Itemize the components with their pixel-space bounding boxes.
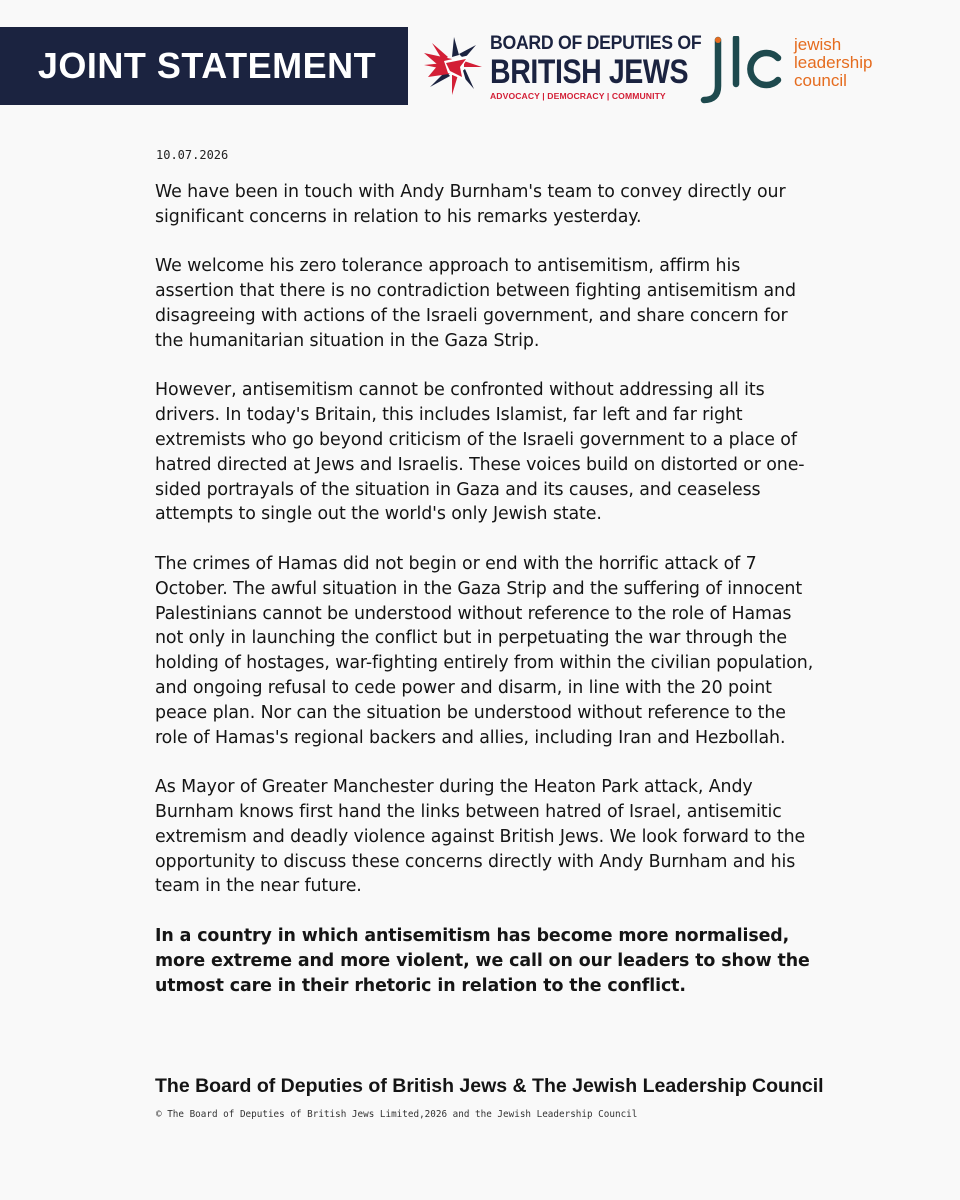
jlc-word-leadership: leadership bbox=[794, 53, 873, 72]
jlc-word-jewish: jewish bbox=[794, 35, 842, 54]
statement-date: 10.07.2026 bbox=[156, 148, 229, 162]
copyright-notice: © The Board of Deputies of British Jews Limited,2026 and the Jewish Leadership Council bbox=[156, 1109, 638, 1120]
banner-title: JOINT STATEMENT bbox=[37, 45, 377, 86]
jlc-monogram-icon bbox=[698, 36, 788, 106]
star-burst-logo-icon bbox=[422, 33, 486, 97]
jlc-logo-words bbox=[794, 36, 872, 90]
jewish-leadership-council-logo bbox=[698, 36, 888, 106]
bod-logo-tagline: ADVOCACY | DEMOCRACY | COMMUNITY bbox=[490, 91, 666, 101]
statement-body bbox=[155, 180, 815, 1023]
statement-paragraph: The crimes of Hamas did not begin or end with the horrific attack of 7 October. The awful situation in the Gaza Strip and the suffering of innocent Palestinians cannot be understood without reference to the role of Hamas not only in launching the conflict but in perpetuating the war through the holding of hostages, war-fighting entirely from within the civilian population, and ongoing refusal to cede power and disarm, in line with the 20 point peace plan. Nor can the situation be understood without reference to the role of Hamas's regional backers and allies, including Iran and Hezbollah. bbox=[155, 553, 814, 748]
statement-paragraph: We have been in touch with Andy Burnham's team to convey directly our significant concerns in relation to his remarks yesterday. bbox=[155, 182, 786, 227]
board-of-deputies-logo bbox=[422, 33, 702, 103]
statement-signature: The Board of Deputies of British Jews & The Jewish Leadership Council bbox=[155, 1075, 824, 1097]
statement-closing: In a country in which antisemitism has become more normalised, more extreme and more violent, we call on our leaders to show the utmost care in their rhetoric in relation to the conflict. bbox=[155, 925, 810, 996]
statement-paragraph: We welcome his zero tolerance approach to antisemitism, affirm his assertion that there is no contradiction between fighting antisemitism and disagreeing with actions of the Israeli government, and share concern for the humanitarian situation in the Gaza Strip. bbox=[155, 256, 796, 351]
bod-logo-line1: BOARD OF DEPUTIES OF bbox=[490, 33, 702, 54]
statement-paragraph: However, antisemitism cannot be confronted without addressing all its drivers. In today's Britain, this includes Islamist, far left and far right extremists who go beyond criticism of the Israeli government to a place of hatred directed at Jews and Israelis. These voices build on distorted or one-sided portrayals of the situation in Gaza and its causes, and ceaseless attempts to single out the world's only Jewish state. bbox=[155, 380, 805, 525]
joint-statement-banner bbox=[0, 27, 408, 105]
bod-logo-line2: BRITISH JEWS bbox=[490, 53, 689, 91]
statement-paragraph: As Mayor of Greater Manchester during the Heaton Park attack, Andy Burnham knows first hand the links between hatred of Israel, antisemitic extremism and deadly violence against British Jews. We look forward to the opportunity to discuss these concerns directly with Andy Burnham and his team in the near future. bbox=[155, 777, 806, 897]
jlc-word-council: council bbox=[794, 71, 847, 90]
